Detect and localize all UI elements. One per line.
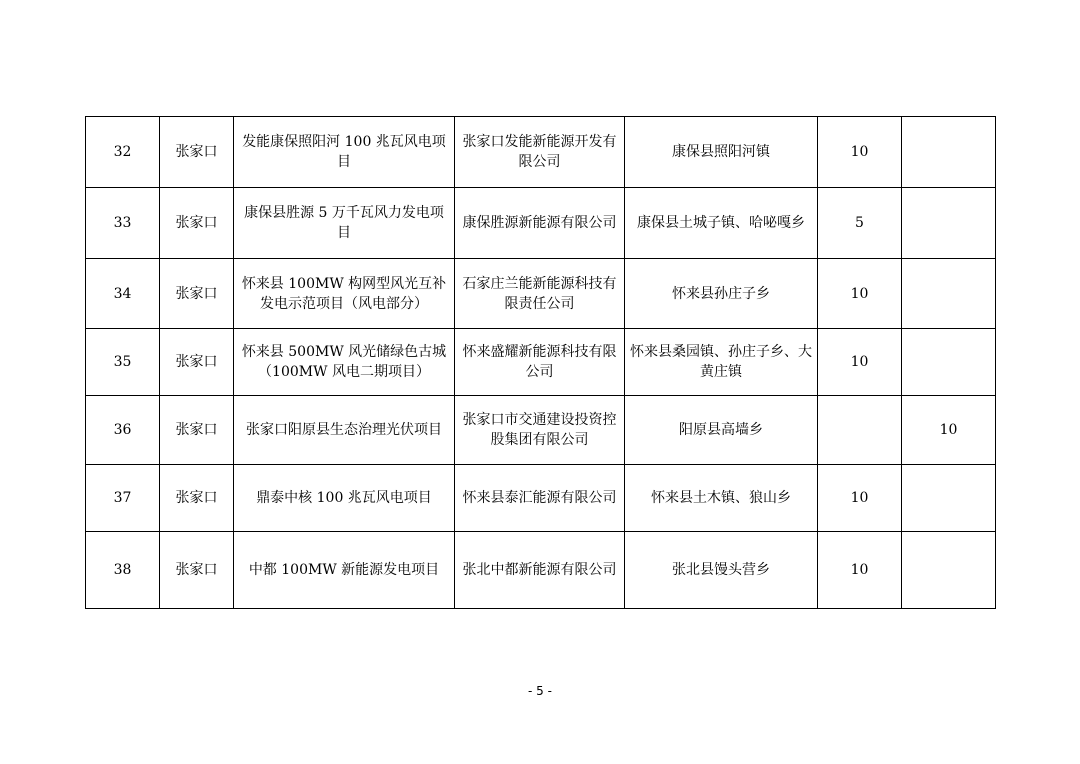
cell-wind: 10 — [818, 117, 902, 188]
cell-company: 石家庄兰能新能源科技有限责任公司 — [455, 259, 625, 329]
table-row — [86, 532, 996, 609]
cell-company: 怀来县泰汇能源有限公司 — [455, 465, 625, 532]
cell-city: 张家口 — [160, 532, 234, 609]
cell-company: 张家口市交通建设投资控股集团有限公司 — [455, 396, 625, 465]
cell-no: 32 — [86, 117, 160, 188]
cell-solar — [902, 188, 996, 259]
cell-project: 康保县胜源 5 万千瓦风力发电项目 — [234, 188, 455, 259]
cell-no: 37 — [86, 465, 160, 532]
cell-city: 张家口 — [160, 188, 234, 259]
cell-project: 发能康保照阳河 100 兆瓦风电项目 — [234, 117, 455, 188]
cell-solar — [902, 465, 996, 532]
cell-location: 怀来县孙庄子乡 — [625, 259, 818, 329]
cell-solar: 10 — [902, 396, 996, 465]
cell-city: 张家口 — [160, 329, 234, 396]
cell-location: 张北县馒头营乡 — [625, 532, 818, 609]
cell-wind: 10 — [818, 532, 902, 609]
cell-solar — [902, 329, 996, 396]
cell-no: 33 — [86, 188, 160, 259]
cell-no: 36 — [86, 396, 160, 465]
cell-city: 张家口 — [160, 396, 234, 465]
table-row — [86, 188, 996, 259]
table-row — [86, 259, 996, 329]
cell-project: 张家口阳原县生态治理光伏项目 — [234, 396, 455, 465]
project-table — [85, 116, 996, 609]
cell-city: 张家口 — [160, 117, 234, 188]
cell-solar — [902, 117, 996, 188]
cell-location: 阳原县高墙乡 — [625, 396, 818, 465]
cell-wind — [818, 396, 902, 465]
table-row — [86, 396, 996, 465]
cell-location: 康保县照阳河镇 — [625, 117, 818, 188]
cell-company: 张家口发能新能源开发有限公司 — [455, 117, 625, 188]
cell-wind: 10 — [818, 259, 902, 329]
cell-company: 怀来盛耀新能源科技有限公司 — [455, 329, 625, 396]
cell-project: 鼎泰中核 100 兆瓦风电项目 — [234, 465, 455, 532]
cell-company: 张北中都新能源有限公司 — [455, 532, 625, 609]
cell-company: 康保胜源新能源有限公司 — [455, 188, 625, 259]
cell-project: 怀来县 100MW 构网型风光互补发电示范项目（风电部分） — [234, 259, 455, 329]
table-row — [86, 117, 996, 188]
cell-project: 怀来县 500MW 风光储绿色古城（100MW 风电二期项目） — [234, 329, 455, 396]
cell-project: 中都 100MW 新能源发电项目 — [234, 532, 455, 609]
cell-city: 张家口 — [160, 259, 234, 329]
cell-city: 张家口 — [160, 465, 234, 532]
table-row — [86, 329, 996, 396]
cell-no: 38 — [86, 532, 160, 609]
cell-wind: 10 — [818, 329, 902, 396]
cell-solar — [902, 259, 996, 329]
cell-solar — [902, 532, 996, 609]
cell-location: 康保县土城子镇、哈咇嘎乡 — [625, 188, 818, 259]
cell-wind: 10 — [818, 465, 902, 532]
page-number: - 5 - — [528, 684, 552, 698]
cell-location: 怀来县土木镇、狼山乡 — [625, 465, 818, 532]
cell-no: 35 — [86, 329, 160, 396]
cell-location: 怀来县桑园镇、孙庄子乡、大黄庄镇 — [625, 329, 818, 396]
table-row — [86, 465, 996, 532]
cell-no: 34 — [86, 259, 160, 329]
cell-wind: 5 — [818, 188, 902, 259]
